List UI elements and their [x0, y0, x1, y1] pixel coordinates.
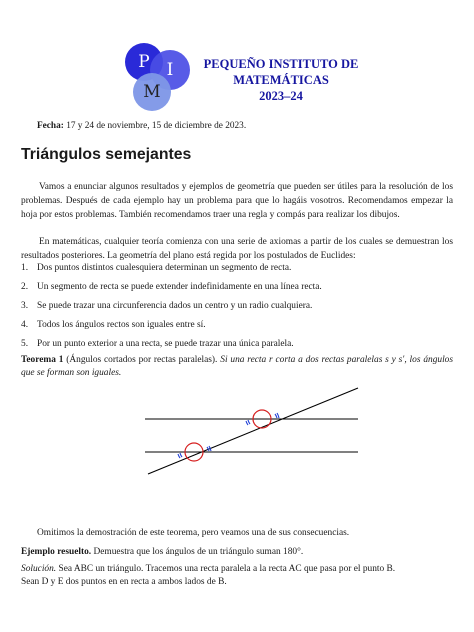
solved-example	[21, 547, 303, 557]
list-item: 3. Se puede trazar una circunferencia dados un centro y un radio cualquiera.	[21, 301, 313, 311]
logo-circle-p: P	[125, 43, 163, 81]
intro-paragraph: Vamos a enunciar algunos resultados y ejemplos de geometría que pueden ser útiles para la resolución de los problemas. Después de cada ejemplo hay un problema para que lo hagáis vosotros. Recomendamos empezar la hoja por estos problemas. También recomendamos traer una regla y compás para realizar los dibujos.	[21, 182, 453, 220]
institute-name-line2: MATEMÁTICAS	[233, 73, 329, 87]
angle-tick-top-right-2	[275, 414, 277, 418]
logo-circle-m: M	[133, 73, 171, 111]
institute-name-line1: PEQUEÑO INSTITUTO DE	[203, 57, 359, 71]
solution-block	[21, 563, 453, 589]
theorem-subtitle: (Ángulos cortados por rectas paralelas).	[66, 355, 218, 365]
parallel-lines-figure	[140, 380, 360, 480]
date-value: 17 y 24 de noviembre, 15 de diciembre de 2023.	[66, 121, 247, 131]
theorem-body: Si una recta r corta a dos rectas paralelas s y s′, los ángulos que se forman son iguales.	[21, 355, 454, 378]
axioms-paragraph: En matemáticas, cualquier teoría comienza con una serie de axiomas a partir de los cuales se demuestran los resultados posteriores. La geometría del plano está regida por los postulados de Euclides:	[21, 237, 453, 261]
theorem-statement	[21, 354, 453, 380]
angle-tick-bottom-left	[178, 454, 180, 458]
solution-line-1	[21, 563, 453, 576]
section-title: Triángulos semejantes	[21, 146, 192, 163]
institute-name	[196, 56, 366, 104]
solution-head: Solución.	[21, 564, 57, 574]
angle-tick-top-left	[246, 421, 248, 425]
angle-tick-bottom-right-2	[207, 447, 209, 451]
list-item: 1. Dos puntos distintos cualesquiera determinan un segmento de recta.	[21, 263, 292, 273]
institute-logo	[120, 40, 196, 110]
euclid-postulates-list	[21, 262, 451, 357]
theorem-head: Teorema 1	[21, 355, 64, 365]
angle-tick-top-left-2	[248, 420, 250, 424]
omit-proof-note: Omitimos la demostración de este teorema, pero veamos una de sus consecuencias.	[37, 528, 350, 538]
course-year: 2023–24	[259, 89, 303, 103]
example-text: Demuestra que los ángulos de un triángulo suman 180°.	[93, 547, 304, 557]
list-item: 4. Todos los ángulos rectos son iguales entre sí.	[21, 320, 206, 330]
session-date	[37, 121, 246, 131]
list-item: 5. Por un punto exterior a una recta, se puede trazar una única paralela.	[21, 339, 294, 349]
example-head: Ejemplo resuelto.	[21, 547, 92, 557]
solution-text-2: Sean D y E dos puntos en en recta a ambos lados de B.	[21, 577, 227, 587]
solution-text-1: Sea ABC un triángulo. Tracemos una recta paralela a la recta AC que pasa por el punto B.	[58, 564, 396, 574]
angle-tick-bottom-left-2	[180, 453, 182, 457]
transversal-line-r	[148, 388, 358, 474]
list-item: 2. Un segmento de recta se puede extender indefinidamente en una línea recta.	[21, 282, 322, 292]
logo-circle-i: I	[150, 50, 190, 90]
date-label: Fecha:	[37, 121, 64, 131]
